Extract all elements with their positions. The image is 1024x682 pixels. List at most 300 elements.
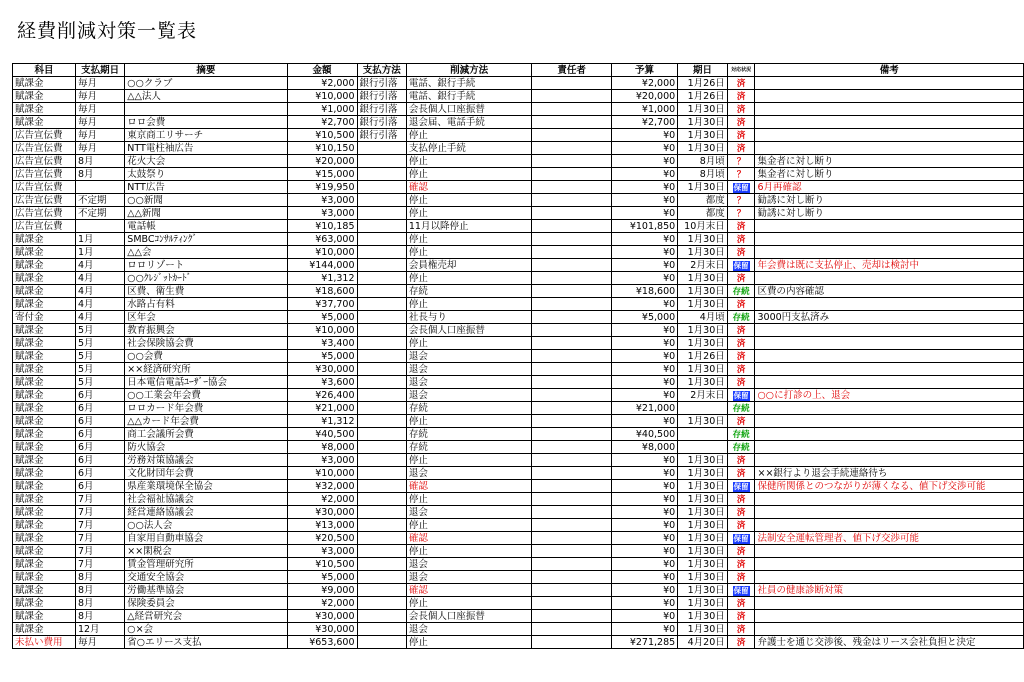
- cell-flag[interactable]: [727, 610, 755, 623]
- cell-kijitsu[interactable]: 2月末日: [678, 259, 728, 272]
- cell-sakugen[interactable]: 会長個人口座振替: [406, 610, 532, 623]
- cell-kingaku[interactable]: ¥63,000: [287, 233, 357, 246]
- cell-kijitsu[interactable]: 10月末日: [678, 220, 728, 233]
- cell-kamoku[interactable]: 賦課金: [13, 90, 76, 103]
- cell-kamoku[interactable]: 賦課金: [13, 493, 76, 506]
- cell-flag[interactable]: [727, 298, 755, 311]
- cell-kingaku[interactable]: ¥3,400: [287, 337, 357, 350]
- cell-kijitsu[interactable]: 4月頃: [678, 311, 728, 324]
- cell-sekinin[interactable]: [532, 571, 611, 584]
- cell-sakugen[interactable]: 確認: [406, 480, 532, 493]
- cell-sekinin[interactable]: [532, 623, 611, 636]
- cell-hoho[interactable]: [357, 415, 406, 428]
- cell-sekinin[interactable]: [532, 233, 611, 246]
- cell-shiharai[interactable]: 毎月: [75, 77, 124, 90]
- cell-shiharai[interactable]: 8月: [75, 571, 124, 584]
- cell-tekiyo[interactable]: 賃金管理研究所: [125, 558, 287, 571]
- cell-tekiyo[interactable]: ○○会費: [125, 350, 287, 363]
- cell-sekinin[interactable]: [532, 311, 611, 324]
- cell-flag[interactable]: [727, 467, 755, 480]
- cell-kingaku[interactable]: ¥20,500: [287, 532, 357, 545]
- cell-shiharai[interactable]: 毎月: [75, 142, 124, 155]
- cell-kamoku[interactable]: 賦課金: [13, 298, 76, 311]
- cell-sakugen[interactable]: 退会: [406, 389, 532, 402]
- cell-tekiyo[interactable]: ××経済研究所: [125, 363, 287, 376]
- cell-sakugen[interactable]: 支払停止手続: [406, 142, 532, 155]
- cell-kijitsu[interactable]: 1月30日: [678, 454, 728, 467]
- cell-yosan[interactable]: ¥0: [611, 454, 677, 467]
- cell-kamoku[interactable]: 賦課金: [13, 558, 76, 571]
- cell-hoho[interactable]: [357, 519, 406, 532]
- cell-sakugen[interactable]: 確認: [406, 181, 532, 194]
- cell-kingaku[interactable]: ¥653,600: [287, 636, 357, 649]
- cell-shiharai[interactable]: 不定期: [75, 194, 124, 207]
- cell-kingaku[interactable]: ¥2,700: [287, 116, 357, 129]
- cell-sakugen[interactable]: 会員権売却: [406, 259, 532, 272]
- cell-shiharai[interactable]: 7月: [75, 532, 124, 545]
- cell-sekinin[interactable]: [532, 142, 611, 155]
- cell-biko[interactable]: [755, 558, 1024, 571]
- cell-tekiyo[interactable]: ××閑税会: [125, 545, 287, 558]
- cell-tekiyo[interactable]: 花火大会: [125, 155, 287, 168]
- cell-sekinin[interactable]: [532, 402, 611, 415]
- cell-kingaku[interactable]: ¥37,700: [287, 298, 357, 311]
- cell-yosan[interactable]: ¥0: [611, 194, 677, 207]
- cell-kijitsu[interactable]: 8月頃: [678, 168, 728, 181]
- cell-kamoku[interactable]: 賦課金: [13, 246, 76, 259]
- cell-kamoku[interactable]: 広告宣伝費: [13, 129, 76, 142]
- cell-biko[interactable]: [755, 324, 1024, 337]
- cell-shiharai[interactable]: 5月: [75, 324, 124, 337]
- cell-kijitsu[interactable]: 1月26日: [678, 77, 728, 90]
- cell-kingaku[interactable]: ¥10,185: [287, 220, 357, 233]
- cell-flag[interactable]: [727, 259, 755, 272]
- cell-hoho[interactable]: [357, 389, 406, 402]
- cell-hoho[interactable]: [357, 506, 406, 519]
- cell-kamoku[interactable]: 賦課金: [13, 571, 76, 584]
- cell-kamoku[interactable]: 広告宣伝費: [13, 142, 76, 155]
- cell-kingaku[interactable]: ¥19,950: [287, 181, 357, 194]
- cell-shiharai[interactable]: 7月: [75, 519, 124, 532]
- cell-sekinin[interactable]: [532, 246, 611, 259]
- cell-hoho[interactable]: [357, 311, 406, 324]
- cell-sakugen[interactable]: 停止: [406, 519, 532, 532]
- cell-flag[interactable]: [727, 636, 755, 649]
- cell-kingaku[interactable]: ¥26,400: [287, 389, 357, 402]
- cell-flag[interactable]: [727, 350, 755, 363]
- cell-kingaku[interactable]: ¥10,000: [287, 467, 357, 480]
- cell-hoho[interactable]: [357, 571, 406, 584]
- cell-biko[interactable]: [755, 597, 1024, 610]
- cell-sekinin[interactable]: [532, 259, 611, 272]
- cell-tekiyo[interactable]: △△新聞: [125, 207, 287, 220]
- cell-sekinin[interactable]: [532, 155, 611, 168]
- cell-biko[interactable]: [755, 233, 1024, 246]
- cell-flag[interactable]: [727, 129, 755, 142]
- cell-tekiyo[interactable]: 教育振興会: [125, 324, 287, 337]
- cell-sakugen[interactable]: 停止: [406, 194, 532, 207]
- cell-kijitsu[interactable]: 1月30日: [678, 506, 728, 519]
- cell-sakugen[interactable]: 退会: [406, 363, 532, 376]
- cell-kamoku[interactable]: 賦課金: [13, 623, 76, 636]
- cell-sekinin[interactable]: [532, 337, 611, 350]
- cell-kamoku[interactable]: 賦課金: [13, 584, 76, 597]
- cell-biko[interactable]: 保健所関係とのつながりが薄くなる、値下げ交渉可能: [755, 480, 1024, 493]
- cell-kamoku[interactable]: 賦課金: [13, 272, 76, 285]
- cell-yosan[interactable]: ¥5,000: [611, 311, 677, 324]
- cell-yosan[interactable]: ¥0: [611, 610, 677, 623]
- cell-shiharai[interactable]: 5月: [75, 363, 124, 376]
- cell-kingaku[interactable]: ¥30,000: [287, 610, 357, 623]
- cell-kingaku[interactable]: ¥144,000: [287, 259, 357, 272]
- cell-shiharai[interactable]: 5月: [75, 376, 124, 389]
- cell-sekinin[interactable]: [532, 441, 611, 454]
- cell-flag[interactable]: [727, 194, 755, 207]
- cell-kingaku[interactable]: ¥13,000: [287, 519, 357, 532]
- cell-flag[interactable]: [727, 90, 755, 103]
- cell-biko[interactable]: 法制安全運転管理者、値下げ交渉可能: [755, 532, 1024, 545]
- cell-biko[interactable]: [755, 272, 1024, 285]
- cell-sakugen[interactable]: 停止: [406, 337, 532, 350]
- cell-kingaku[interactable]: ¥10,500: [287, 558, 357, 571]
- cell-flag[interactable]: [727, 441, 755, 454]
- cell-tekiyo[interactable]: ○○工業会年会費: [125, 389, 287, 402]
- cell-tekiyo[interactable]: 区費、衛生費: [125, 285, 287, 298]
- cell-shiharai[interactable]: 6月: [75, 480, 124, 493]
- cell-kijitsu[interactable]: 1月30日: [678, 545, 728, 558]
- cell-sakugen[interactable]: 停止: [406, 597, 532, 610]
- cell-biko[interactable]: 集金者に対し断り: [755, 155, 1024, 168]
- cell-flag[interactable]: [727, 233, 755, 246]
- cell-hoho[interactable]: [357, 181, 406, 194]
- cell-shiharai[interactable]: 6月: [75, 389, 124, 402]
- cell-kamoku[interactable]: 賦課金: [13, 376, 76, 389]
- cell-sekinin[interactable]: [532, 636, 611, 649]
- cell-tekiyo[interactable]: ロロ会費: [125, 116, 287, 129]
- cell-kingaku[interactable]: ¥10,000: [287, 90, 357, 103]
- cell-kamoku[interactable]: 賦課金: [13, 532, 76, 545]
- cell-kingaku[interactable]: ¥1,312: [287, 272, 357, 285]
- cell-kingaku[interactable]: ¥3,000: [287, 454, 357, 467]
- cell-flag[interactable]: [727, 402, 755, 415]
- cell-sekinin[interactable]: [532, 363, 611, 376]
- cell-sekinin[interactable]: [532, 532, 611, 545]
- cell-shiharai[interactable]: 6月: [75, 428, 124, 441]
- cell-sakugen[interactable]: 存続: [406, 402, 532, 415]
- cell-kamoku[interactable]: 広告宣伝費: [13, 181, 76, 194]
- cell-kingaku[interactable]: ¥8,000: [287, 441, 357, 454]
- cell-flag[interactable]: [727, 311, 755, 324]
- cell-sekinin[interactable]: [532, 558, 611, 571]
- cell-kamoku[interactable]: 賦課金: [13, 454, 76, 467]
- cell-hoho[interactable]: [357, 285, 406, 298]
- cell-biko[interactable]: 区費の内容確認: [755, 285, 1024, 298]
- cell-kingaku[interactable]: ¥9,000: [287, 584, 357, 597]
- cell-tekiyo[interactable]: 経営連絡協議会: [125, 506, 287, 519]
- cell-flag[interactable]: [727, 168, 755, 181]
- cell-sakugen[interactable]: 退会: [406, 623, 532, 636]
- cell-kamoku[interactable]: 賦課金: [13, 519, 76, 532]
- cell-flag[interactable]: [727, 181, 755, 194]
- cell-biko[interactable]: [755, 129, 1024, 142]
- cell-kingaku[interactable]: ¥1,312: [287, 415, 357, 428]
- cell-kijitsu[interactable]: 1月30日: [678, 129, 728, 142]
- cell-sakugen[interactable]: 停止: [406, 246, 532, 259]
- cell-yosan[interactable]: ¥0: [611, 155, 677, 168]
- cell-kijitsu[interactable]: 1月30日: [678, 493, 728, 506]
- cell-tekiyo[interactable]: 県産業環境保全協会: [125, 480, 287, 493]
- cell-yosan[interactable]: ¥0: [611, 246, 677, 259]
- cell-sakugen[interactable]: 停止: [406, 207, 532, 220]
- cell-kamoku[interactable]: 広告宣伝費: [13, 155, 76, 168]
- cell-sekinin[interactable]: [532, 376, 611, 389]
- cell-yosan[interactable]: ¥271,285: [611, 636, 677, 649]
- cell-yosan[interactable]: ¥0: [611, 233, 677, 246]
- cell-kijitsu[interactable]: 1月30日: [678, 103, 728, 116]
- cell-sakugen[interactable]: 停止: [406, 298, 532, 311]
- cell-kijitsu[interactable]: 1月30日: [678, 363, 728, 376]
- cell-sekinin[interactable]: [532, 480, 611, 493]
- cell-hoho[interactable]: [357, 545, 406, 558]
- cell-kamoku[interactable]: 賦課金: [13, 545, 76, 558]
- cell-flag[interactable]: [727, 103, 755, 116]
- cell-sekinin[interactable]: [532, 220, 611, 233]
- cell-yosan[interactable]: ¥0: [611, 558, 677, 571]
- cell-kamoku[interactable]: 賦課金: [13, 415, 76, 428]
- cell-biko[interactable]: [755, 90, 1024, 103]
- cell-shiharai[interactable]: 6月: [75, 441, 124, 454]
- cell-kamoku[interactable]: 広告宣伝費: [13, 207, 76, 220]
- cell-sekinin[interactable]: [532, 610, 611, 623]
- cell-sakugen[interactable]: 停止: [406, 545, 532, 558]
- cell-biko[interactable]: 弁護士を通じ交渉後、残金はリース会社負担と決定: [755, 636, 1024, 649]
- cell-flag[interactable]: [727, 77, 755, 90]
- cell-hoho[interactable]: [357, 428, 406, 441]
- cell-kijitsu[interactable]: 1月30日: [678, 324, 728, 337]
- cell-hoho[interactable]: 銀行引落: [357, 103, 406, 116]
- cell-sakugen[interactable]: 停止: [406, 636, 532, 649]
- cell-sakugen[interactable]: 停止: [406, 168, 532, 181]
- cell-kingaku[interactable]: ¥21,000: [287, 402, 357, 415]
- cell-sekinin[interactable]: [532, 181, 611, 194]
- cell-tekiyo[interactable]: 文化財団年会費: [125, 467, 287, 480]
- cell-sakugen[interactable]: 存続: [406, 285, 532, 298]
- cell-hoho[interactable]: [357, 324, 406, 337]
- cell-sekinin[interactable]: [532, 350, 611, 363]
- cell-sekinin[interactable]: [532, 298, 611, 311]
- cell-sekinin[interactable]: [532, 519, 611, 532]
- cell-hoho[interactable]: [357, 584, 406, 597]
- cell-kamoku[interactable]: 賦課金: [13, 506, 76, 519]
- cell-kamoku[interactable]: 賦課金: [13, 337, 76, 350]
- cell-sekinin[interactable]: [532, 389, 611, 402]
- cell-biko[interactable]: 社員の健康診断対策: [755, 584, 1024, 597]
- cell-yosan[interactable]: ¥0: [611, 389, 677, 402]
- cell-shiharai[interactable]: 5月: [75, 350, 124, 363]
- cell-tekiyo[interactable]: 防火協会: [125, 441, 287, 454]
- cell-tekiyo[interactable]: ○○法人会: [125, 519, 287, 532]
- cell-sekinin[interactable]: [532, 493, 611, 506]
- cell-kingaku[interactable]: ¥3,600: [287, 376, 357, 389]
- cell-biko[interactable]: 6月再確認: [755, 181, 1024, 194]
- cell-sakugen[interactable]: 存続: [406, 441, 532, 454]
- cell-kamoku[interactable]: 賦課金: [13, 610, 76, 623]
- cell-sekinin[interactable]: [532, 285, 611, 298]
- cell-kingaku[interactable]: ¥15,000: [287, 168, 357, 181]
- cell-yosan[interactable]: ¥0: [611, 584, 677, 597]
- cell-hoho[interactable]: [357, 155, 406, 168]
- cell-yosan[interactable]: ¥0: [611, 480, 677, 493]
- cell-flag[interactable]: [727, 545, 755, 558]
- cell-kamoku[interactable]: 賦課金: [13, 389, 76, 402]
- cell-tekiyo[interactable]: 太鼓祭り: [125, 168, 287, 181]
- cell-kingaku[interactable]: ¥30,000: [287, 363, 357, 376]
- cell-yosan[interactable]: ¥18,600: [611, 285, 677, 298]
- cell-kamoku[interactable]: 寄付金: [13, 311, 76, 324]
- cell-flag[interactable]: [727, 623, 755, 636]
- cell-yosan[interactable]: ¥8,000: [611, 441, 677, 454]
- cell-yosan[interactable]: ¥0: [611, 142, 677, 155]
- cell-hoho[interactable]: [357, 610, 406, 623]
- cell-kamoku[interactable]: 賦課金: [13, 363, 76, 376]
- cell-yosan[interactable]: ¥0: [611, 623, 677, 636]
- cell-kingaku[interactable]: ¥2,000: [287, 597, 357, 610]
- cell-biko[interactable]: [755, 454, 1024, 467]
- cell-flag[interactable]: [727, 584, 755, 597]
- cell-yosan[interactable]: ¥20,000: [611, 90, 677, 103]
- cell-kijitsu[interactable]: 1月30日: [678, 181, 728, 194]
- cell-tekiyo[interactable]: 労務対策協議会: [125, 454, 287, 467]
- cell-shiharai[interactable]: 6月: [75, 402, 124, 415]
- cell-biko[interactable]: 3000円支払済み: [755, 311, 1024, 324]
- cell-kijitsu[interactable]: 1月30日: [678, 298, 728, 311]
- cell-kamoku[interactable]: 賦課金: [13, 428, 76, 441]
- cell-yosan[interactable]: ¥0: [611, 545, 677, 558]
- cell-sakugen[interactable]: 停止: [406, 129, 532, 142]
- cell-hoho[interactable]: [357, 467, 406, 480]
- cell-kingaku[interactable]: ¥10,150: [287, 142, 357, 155]
- cell-tekiyo[interactable]: ロロリゾート: [125, 259, 287, 272]
- cell-kijitsu[interactable]: [678, 402, 728, 415]
- cell-hoho[interactable]: [357, 246, 406, 259]
- cell-kingaku[interactable]: ¥18,600: [287, 285, 357, 298]
- cell-kingaku[interactable]: ¥5,000: [287, 311, 357, 324]
- cell-sakugen[interactable]: 社長与り: [406, 311, 532, 324]
- cell-hoho[interactable]: [357, 259, 406, 272]
- cell-kingaku[interactable]: ¥10,000: [287, 246, 357, 259]
- cell-kijitsu[interactable]: 2月末日: [678, 389, 728, 402]
- cell-flag[interactable]: [727, 597, 755, 610]
- cell-tekiyo[interactable]: 交通安全協会: [125, 571, 287, 584]
- cell-biko[interactable]: [755, 571, 1024, 584]
- cell-yosan[interactable]: ¥1,000: [611, 103, 677, 116]
- cell-yosan[interactable]: ¥101,850: [611, 220, 677, 233]
- cell-shiharai[interactable]: [75, 181, 124, 194]
- cell-kamoku[interactable]: 賦課金: [13, 259, 76, 272]
- cell-kamoku[interactable]: 広告宣伝費: [13, 168, 76, 181]
- cell-hoho[interactable]: [357, 597, 406, 610]
- cell-hoho[interactable]: 銀行引落: [357, 90, 406, 103]
- cell-sakugen[interactable]: 退会: [406, 506, 532, 519]
- cell-yosan[interactable]: ¥0: [611, 207, 677, 220]
- cell-tekiyo[interactable]: △△法人: [125, 90, 287, 103]
- cell-shiharai[interactable]: 毎月: [75, 90, 124, 103]
- cell-shiharai[interactable]: 4月: [75, 285, 124, 298]
- cell-kijitsu[interactable]: 1月30日: [678, 246, 728, 259]
- cell-sakugen[interactable]: 存続: [406, 428, 532, 441]
- cell-kijitsu[interactable]: 1月30日: [678, 571, 728, 584]
- cell-sakugen[interactable]: 停止: [406, 233, 532, 246]
- cell-kingaku[interactable]: ¥5,000: [287, 350, 357, 363]
- cell-sekinin[interactable]: [532, 194, 611, 207]
- cell-tekiyo[interactable]: ロロカード年会費: [125, 402, 287, 415]
- cell-flag[interactable]: [727, 285, 755, 298]
- cell-tekiyo[interactable]: 保険委員会: [125, 597, 287, 610]
- cell-tekiyo[interactable]: 自家用自動車協会: [125, 532, 287, 545]
- cell-flag[interactable]: [727, 493, 755, 506]
- cell-flag[interactable]: [727, 506, 755, 519]
- cell-shiharai[interactable]: 4月: [75, 298, 124, 311]
- cell-hoho[interactable]: [357, 532, 406, 545]
- cell-yosan[interactable]: ¥0: [611, 571, 677, 584]
- cell-hoho[interactable]: [357, 376, 406, 389]
- cell-biko[interactable]: 勧誘に対し断り: [755, 207, 1024, 220]
- cell-hoho[interactable]: [357, 207, 406, 220]
- cell-hoho[interactable]: [357, 337, 406, 350]
- cell-kingaku[interactable]: ¥3,000: [287, 194, 357, 207]
- cell-yosan[interactable]: ¥21,000: [611, 402, 677, 415]
- cell-shiharai[interactable]: 毎月: [75, 636, 124, 649]
- cell-kamoku[interactable]: 賦課金: [13, 597, 76, 610]
- cell-kingaku[interactable]: ¥3,000: [287, 545, 357, 558]
- cell-flag[interactable]: [727, 324, 755, 337]
- cell-yosan[interactable]: ¥0: [611, 298, 677, 311]
- cell-hoho[interactable]: 銀行引落: [357, 116, 406, 129]
- cell-kijitsu[interactable]: 1月30日: [678, 558, 728, 571]
- cell-shiharai[interactable]: 8月: [75, 168, 124, 181]
- cell-hoho[interactable]: [357, 480, 406, 493]
- cell-biko[interactable]: [755, 337, 1024, 350]
- cell-tekiyo[interactable]: ○×会: [125, 623, 287, 636]
- cell-shiharai[interactable]: 7月: [75, 545, 124, 558]
- cell-kijitsu[interactable]: 1月30日: [678, 376, 728, 389]
- cell-flag[interactable]: [727, 428, 755, 441]
- cell-hoho[interactable]: [357, 454, 406, 467]
- cell-hoho[interactable]: [357, 558, 406, 571]
- cell-tekiyo[interactable]: ○○クラブ: [125, 77, 287, 90]
- cell-tekiyo[interactable]: 社会福祉協議会: [125, 493, 287, 506]
- cell-shiharai[interactable]: 1月: [75, 246, 124, 259]
- cell-sakugen[interactable]: 停止: [406, 454, 532, 467]
- cell-flag[interactable]: [727, 155, 755, 168]
- cell-sekinin[interactable]: [532, 77, 611, 90]
- cell-biko[interactable]: ○○に打診の上、退会: [755, 389, 1024, 402]
- cell-biko[interactable]: [755, 220, 1024, 233]
- cell-kijitsu[interactable]: 1月30日: [678, 116, 728, 129]
- cell-sekinin[interactable]: [532, 467, 611, 480]
- cell-tekiyo[interactable]: △経営研究会: [125, 610, 287, 623]
- cell-tekiyo[interactable]: 日本電信電話ﾕｰｻﾞｰ協会: [125, 376, 287, 389]
- cell-biko[interactable]: [755, 506, 1024, 519]
- cell-tekiyo[interactable]: NTT広告: [125, 181, 287, 194]
- cell-kingaku[interactable]: ¥30,000: [287, 506, 357, 519]
- cell-kijitsu[interactable]: 1月30日: [678, 623, 728, 636]
- cell-tekiyo[interactable]: 水路占有料: [125, 298, 287, 311]
- cell-shiharai[interactable]: 8月: [75, 155, 124, 168]
- cell-biko[interactable]: [755, 415, 1024, 428]
- cell-flag[interactable]: [727, 116, 755, 129]
- cell-shiharai[interactable]: 6月: [75, 454, 124, 467]
